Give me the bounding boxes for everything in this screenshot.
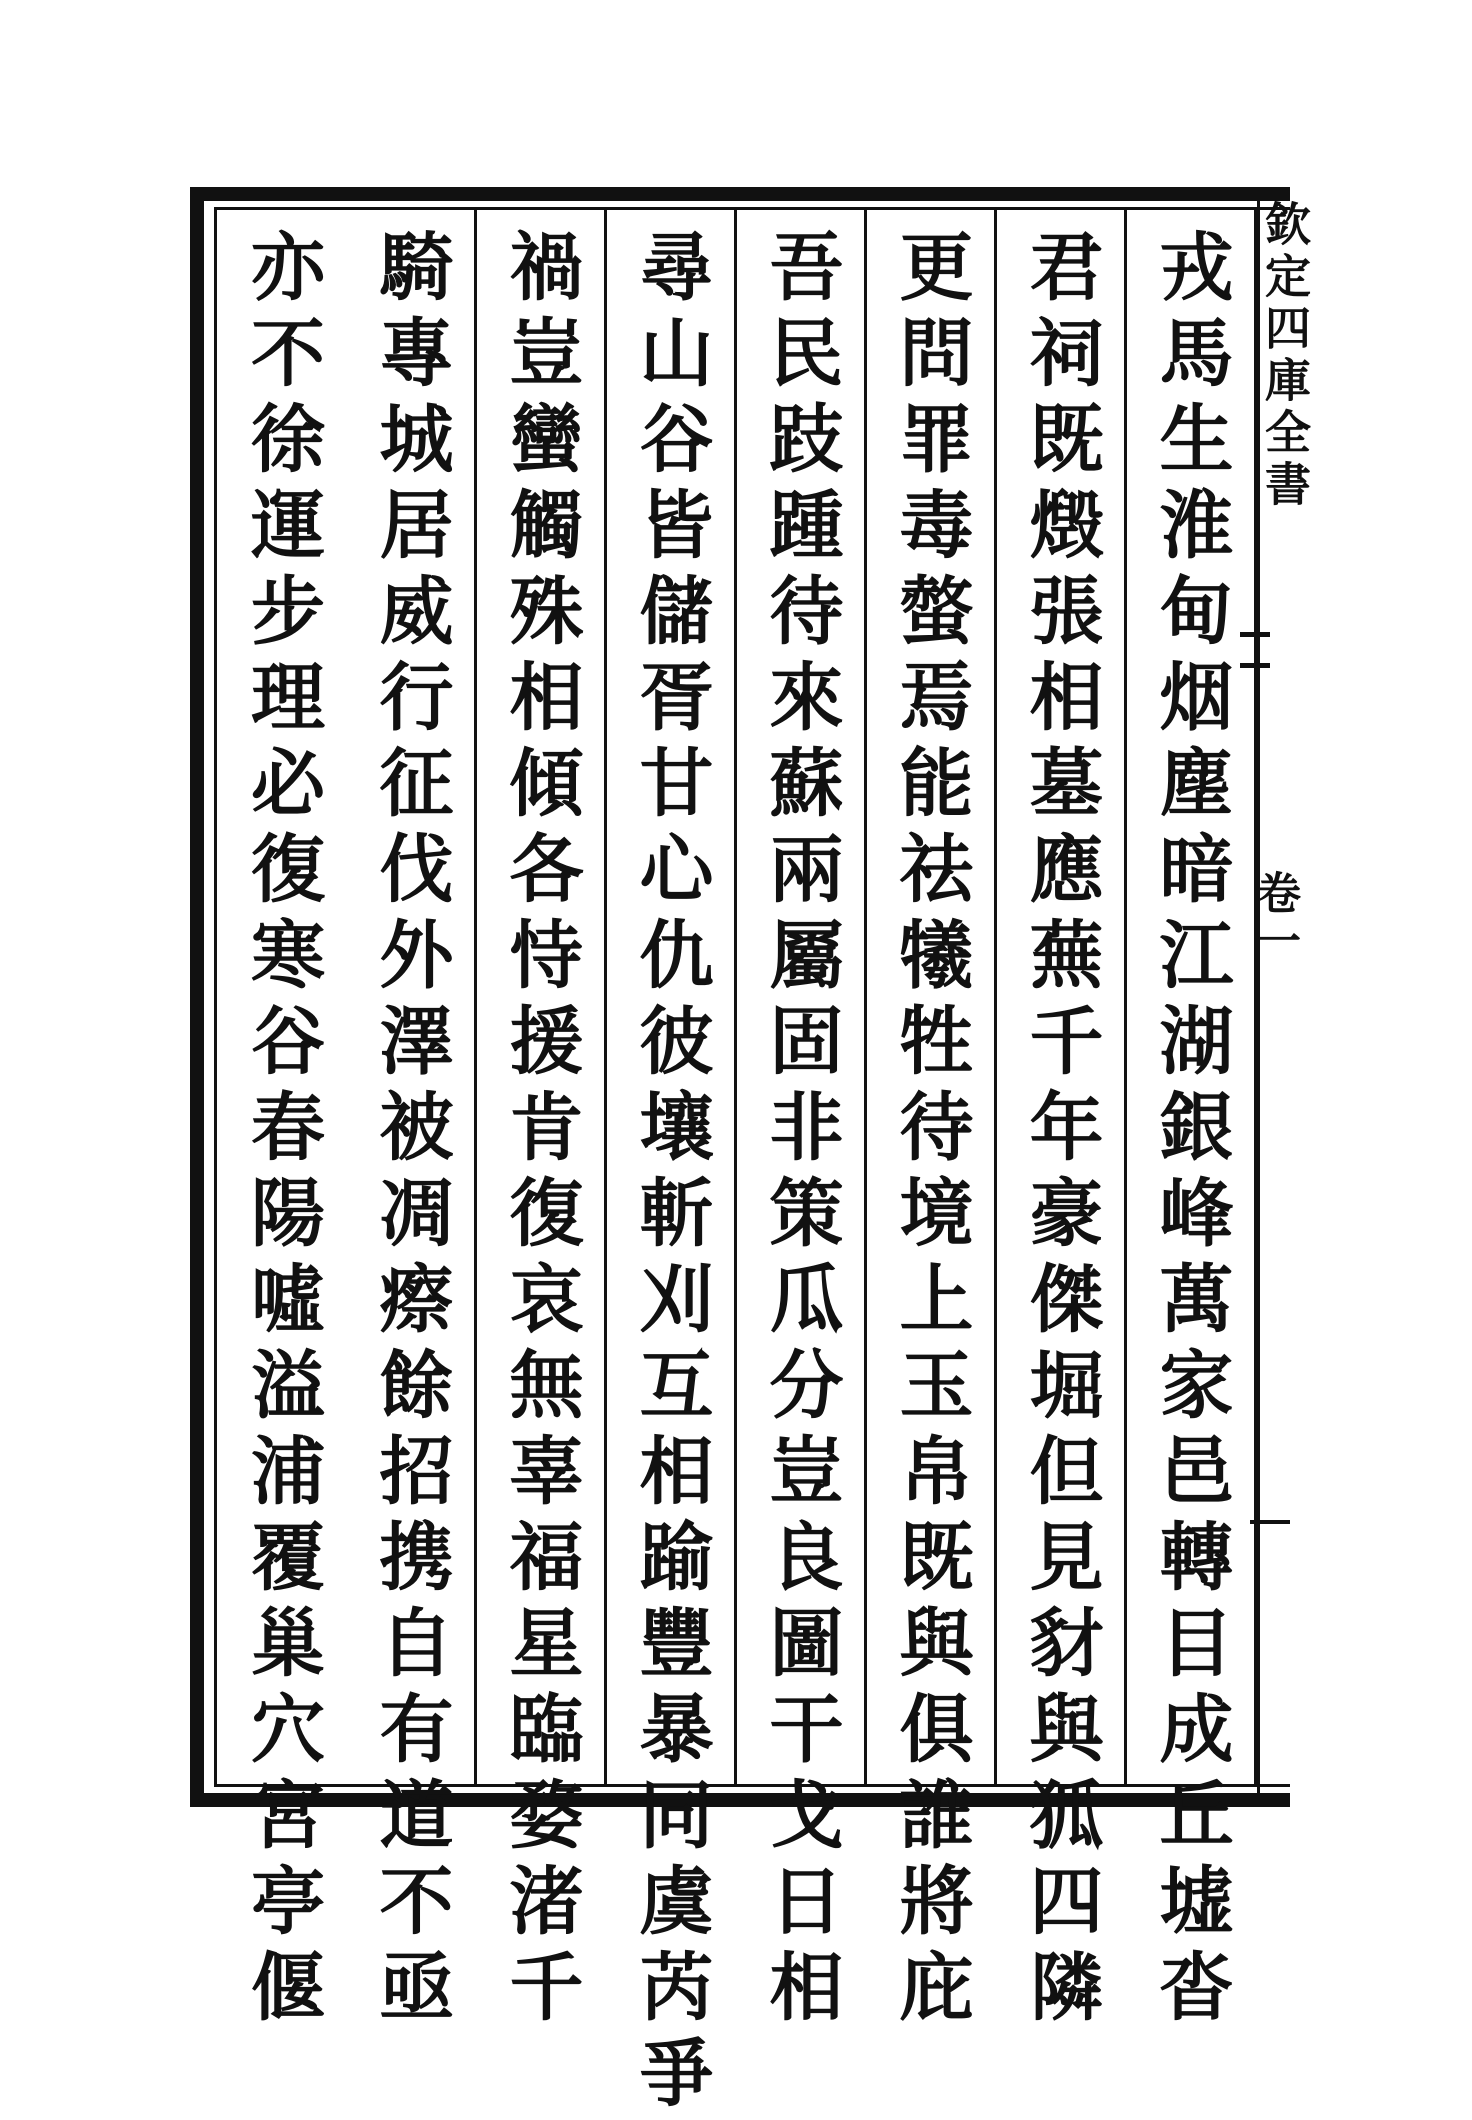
text-column-8 xyxy=(217,210,347,2034)
column-text: 吾民跂踵待來蘇兩屬固非策瓜分豈良圖干戈日相 xyxy=(757,228,844,2034)
volume-label: 卷一 xyxy=(1249,870,1300,966)
column-text: 騎專城居威行征伐外澤被凋瘵餘招携自有道不亟 xyxy=(367,228,454,2034)
column-text: 亦不徐運步理必復寒谷春陽噓溢浦覆巢穴宮亭偃 xyxy=(239,228,325,2034)
text-column-1 xyxy=(1127,210,1257,2034)
text-column-5 xyxy=(607,210,737,2120)
column-text: 更問罪毒螫焉能祛犧牲待境上玉帛既與俱誰將庇 xyxy=(887,228,974,2034)
fold-fishtail-mark xyxy=(1240,632,1270,668)
text-columns xyxy=(217,210,1257,2120)
book-title: 欽定四庫全書 xyxy=(1258,200,1312,512)
column-text: 君祠既燬張相墓應蕪千年豪傑堀但見豺與狐四隣 xyxy=(1017,228,1104,2034)
column-text: 禍豈蠻觸殊相傾各恃援肯復哀無辜福星臨婺渚千 xyxy=(497,228,584,2034)
text-column-3 xyxy=(867,210,997,2034)
text-column-7 xyxy=(347,210,477,2034)
column-text: 尋山谷皆儲胥甘心仇彼壤斬刈互相踰豐暴同虞芮爭 xyxy=(627,228,714,2120)
column-text: 戎馬生淮甸烟塵暗江湖銀峰萬家邑轉目成丘墟沓 xyxy=(1147,228,1234,2034)
fold-bottom-mark xyxy=(1250,1520,1290,1524)
text-column-6 xyxy=(477,210,607,2034)
text-column-4 xyxy=(737,210,867,2034)
text-column-2 xyxy=(997,210,1127,2034)
